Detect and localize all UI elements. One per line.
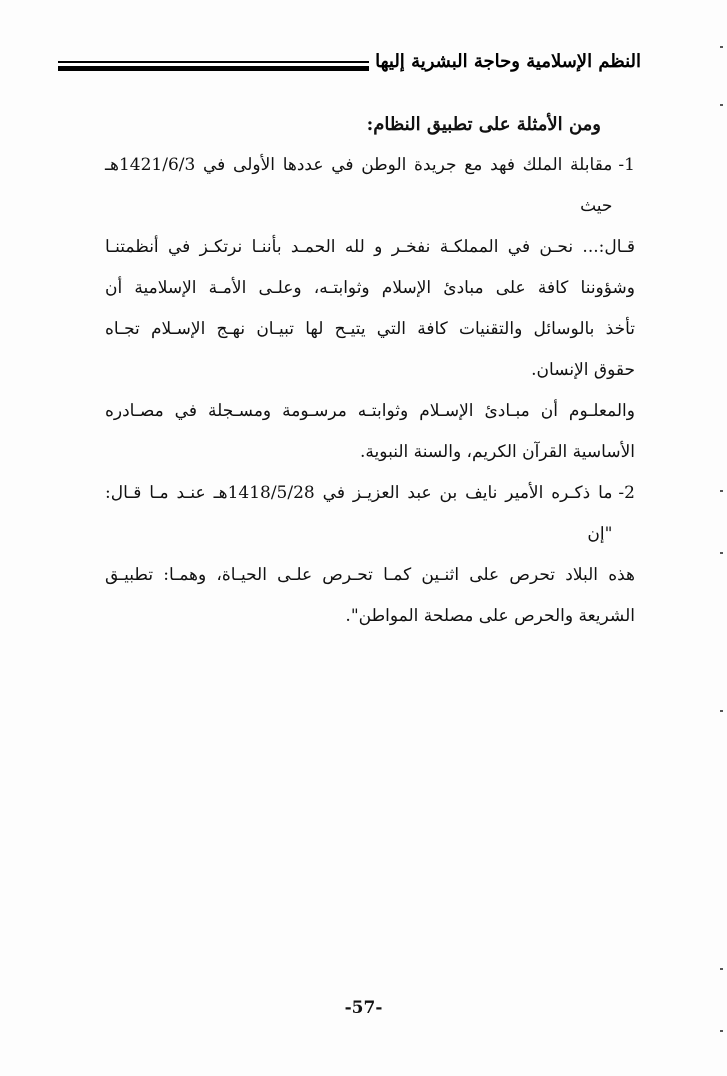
header-rule [58, 61, 369, 71]
list-item-2-line-3: الشريعة والحرص على مصلحة المواطن". [345, 606, 635, 626]
section-heading: ومن الأمثلة على تطبيق النظام: [366, 114, 601, 135]
list-item-1-line-5: حقوق الإنسان. [531, 360, 635, 380]
header-rule-thin-line [58, 61, 369, 63]
page-number: -57- [344, 998, 383, 1018]
running-header [58, 44, 641, 78]
list-item-1-line-1: مقابلة الملك فهد مع جريدة الوطن في عددها الأولى في 1421/6/3هـ حيث [105, 155, 613, 216]
list-item-1-line-4: تأخذ بالوسائل والتقنيات كافة التي يتيـح لها تبيـان نهـج الإسـلام تجـاه [105, 319, 635, 339]
scan-speck [720, 46, 723, 48]
page-content [105, 104, 635, 637]
scan-speck [720, 710, 723, 712]
body-paragraph-line-1: والمعلـوم أن مبـادئ الإسـلام وثوابتـه مرسـومة ومسـجلة في مصـادره [105, 401, 635, 421]
scan-speck [720, 490, 723, 492]
list-item-1-line-3: وشؤوننا كافة على مبادئ الإسلام وثوابتـه، وعلـى الأمـة الإسلامية أن [105, 278, 635, 298]
scan-speck [720, 552, 723, 554]
header-rule-thick-line [58, 66, 369, 71]
header-title: النظم الإسلامية وحاجة البشرية إليها [375, 50, 641, 72]
body-paragraph [105, 391, 635, 473]
list-item-2-first-row [105, 473, 635, 555]
list-item-2 [105, 473, 635, 637]
list-item-2-line-2: هذه البلاد تحرص على اثنـين كمـا تحـرص علـى الحيـاة، وهمـا: تطبيـق [105, 565, 635, 585]
list-item-1-first-row [105, 145, 635, 227]
scan-speck [720, 104, 723, 106]
body-paragraph-line-2: الأساسية القرآن الكريم، والسنة النبوية. [360, 442, 635, 462]
scan-speck [720, 1030, 723, 1032]
list-item-1-number: 1- [618, 155, 635, 175]
list-item-2-line-1: ما ذكـره الأمير نايف بن عبد العزيـز في 1418/5/28هـ عنـد مـا قـال: "إن [105, 483, 613, 544]
list-item-1-line-2: قـال:... نحـن في المملكـة نفخـر و لله الحمـد بأننـا نرتكـز في أنظمتنـا [105, 237, 635, 257]
scan-speck [720, 968, 723, 970]
list-item-2-number: 2- [618, 483, 635, 503]
list-item-1 [105, 145, 635, 391]
